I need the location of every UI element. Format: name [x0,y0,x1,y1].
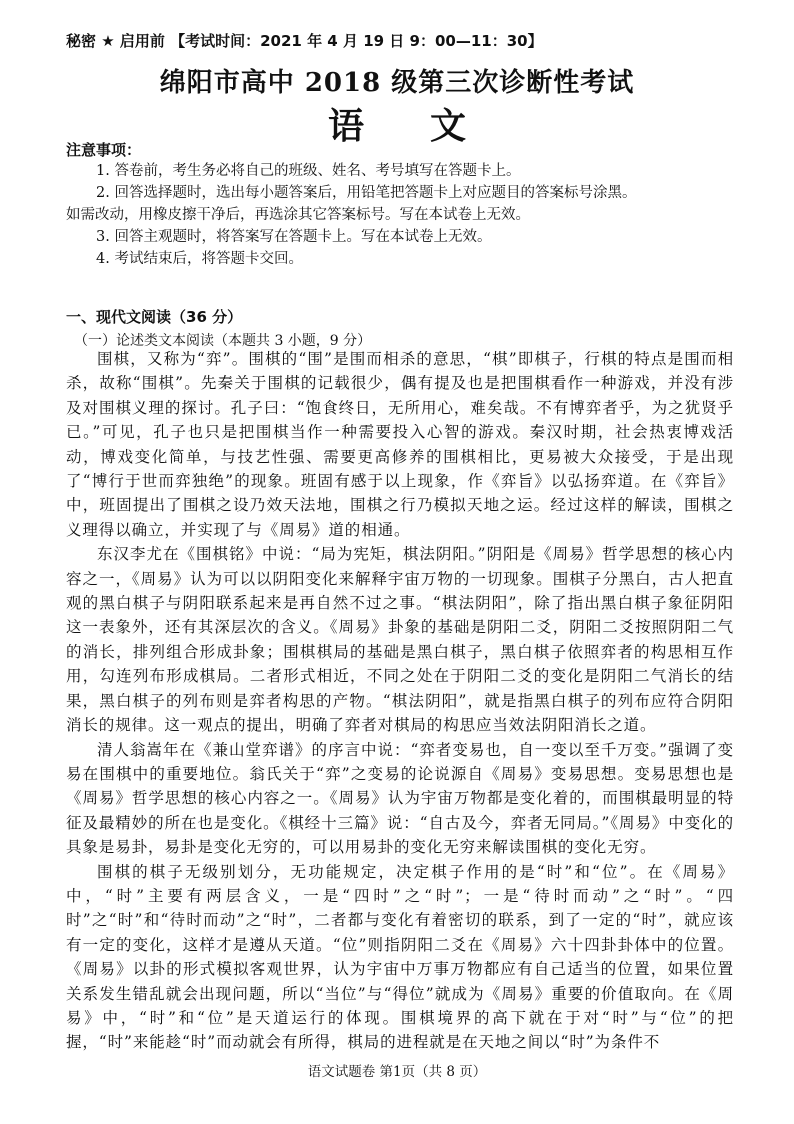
note-item: 3. 回答主观题时，将答案写在答题卡上。写在本试卷上无效。 [96,229,492,245]
exam-title: 绵阳市高中 2018 级第三次诊断性考试 [159,68,635,98]
notes-list [66,160,734,270]
reading-passage [66,347,734,1055]
confidential-line: 秘密 ★ 启用前 【考试时间：2021 年 4 月 19 日 9：00—11：30】 [66,32,543,50]
passage-paragraph: 围棋的棋子无级别划分，无功能规定，决定棋子作用的是“时”和“位”。在《周易》中，“时”主要有两层含义，一是“四时”之“时”；一是“待时而动”之“时”。“四时”之“时”和“待时而动”之“时”，二者都与变化有着密切的联系，到了一定的“时”，就应该有一定的变化，这样才是遵从天道。“位”则指阴阳二爻在《周易》六十四卦卦体中的位置。《周易》以卦的形式模拟客观世界，认为宇宙中万事万物都应有自己适当的位置，如果位置关系发生错乱就会出现问题，所以“当位”与“得位”就成为《周易》重要的价值取向。在《周易》中，“时”和“位”是天道运行的体现。围棋境界的高下就在于对“时”与“位”的把握，“时”来能趁“时”而动就会有所得，棋局的进程就是在天地之间以“时”为条件不 [66,862,734,1052]
subject-title: 语文 [327,105,532,147]
passage-paragraph: 东汉李尤在《围棋铭》中说：“局为宪矩，棋法阴阳。”阴阳是《周易》哲学思想的核心内容之一，《周易》认为可以以阴阳变化来解释宇宙万物的一切现象。围棋子分黑白，古人把直观的黑白棋子与阴阳联系起来是再自然不过之事。“棋法阴阳”，除了指出黑白棋子象征阴阳这一表象外，还有其深层次的含义。《周易》卦象的基础是阴阳二爻，阴阳二爻按照阴阳二气的消长，排列组合形成卦象；围棋棋局的基础是黑白棋子，黑白棋子依照弈者的构思相互作用，勾连列布形成棋局。二者形式相近，不同之处在于阴阳二爻的变化是阴阳二气消长的结果，黑白棋子的列布则是弈者构思的产物。“棋法阴阳”，就是指黑白棋子的列布应符合阴阳消长的规律。这一观点的提出，明确了弈者对棋局的构思应当效法阴阳消长之道。 [66,545,734,735]
subsection-heading: （一）论述类文本阅读（本题共 3 小题，9 分） [74,333,372,349]
note-item: 1. 答卷前，考生务必将自己的班级、姓名、考号填写在答题卡上。 [96,163,521,179]
notes-heading: 注意事项： [66,141,142,159]
passage-paragraph: 清人翁嵩年在《兼山堂弈谱》的序言中说：“弈者变易也，自一变以至千万变。”强调了变易在围棋中的重要地位。翁氏关于“弈”之变易的论说源自《周易》变易思想。变易思想也是《周易》哲学思想的核心内容之一。《周易》认为宇宙万物都是变化着的，而围棋最明显的特征及最精妙的所在也是变化。《棋经十三篇》说：“自古及今，弈者无同局。”《周易》中变化的具象是易卦，易卦是变化无穷的，可以用易卦的变化无穷来解读围棋的变化无穷。 [66,740,734,857]
note-item: 4. 考试结束后，将答题卡交回。 [96,251,303,267]
section-heading: 一、现代文阅读（36 分） [66,308,243,326]
page-footer: 语文试题卷 第1页（共 8 页） [307,1064,487,1080]
passage-paragraph: 围棋，又称为“弈”。围棋的“围”是围而相杀的意思，“棋”即棋子，行棋的特点是围而相杀，故称“围棋”。先秦关于围棋的记载很少，偶有提及也是把围棋看作一种游戏，并没有涉及对围棋义理的探讨。孔子曰：“饱食终日，无所用心，难矣哉。不有博弈者乎，为之犹贤乎已。”可见，孔子也只是把围棋当作一种需要投入心智的游戏。秦汉时期，社会热衷博戏活动，博戏变化简单，与技艺性强、需要更高修养的围棋相比，更易被大众接受，于是出现了“博行于世而弈独绝”的现象。班固有感于以上现象，作《弈旨》以弘扬弈道。在《弈旨》中，班固提出了围棋之设乃效天法地，围棋之行乃模拟天地之运。经过这样的解读，围棋之义理得以确立，并实现了与《周易》道的相通。 [66,350,734,539]
note-item-continuation: 如需改动，用橡皮擦干净后，再选涂其它答案标号。写在本试卷上无效。 [66,207,530,223]
note-item: 2. 回答选择题时，选出每小题答案后，用铅笔把答题卡上对应题目的答案标号涂黑。 [96,185,637,201]
